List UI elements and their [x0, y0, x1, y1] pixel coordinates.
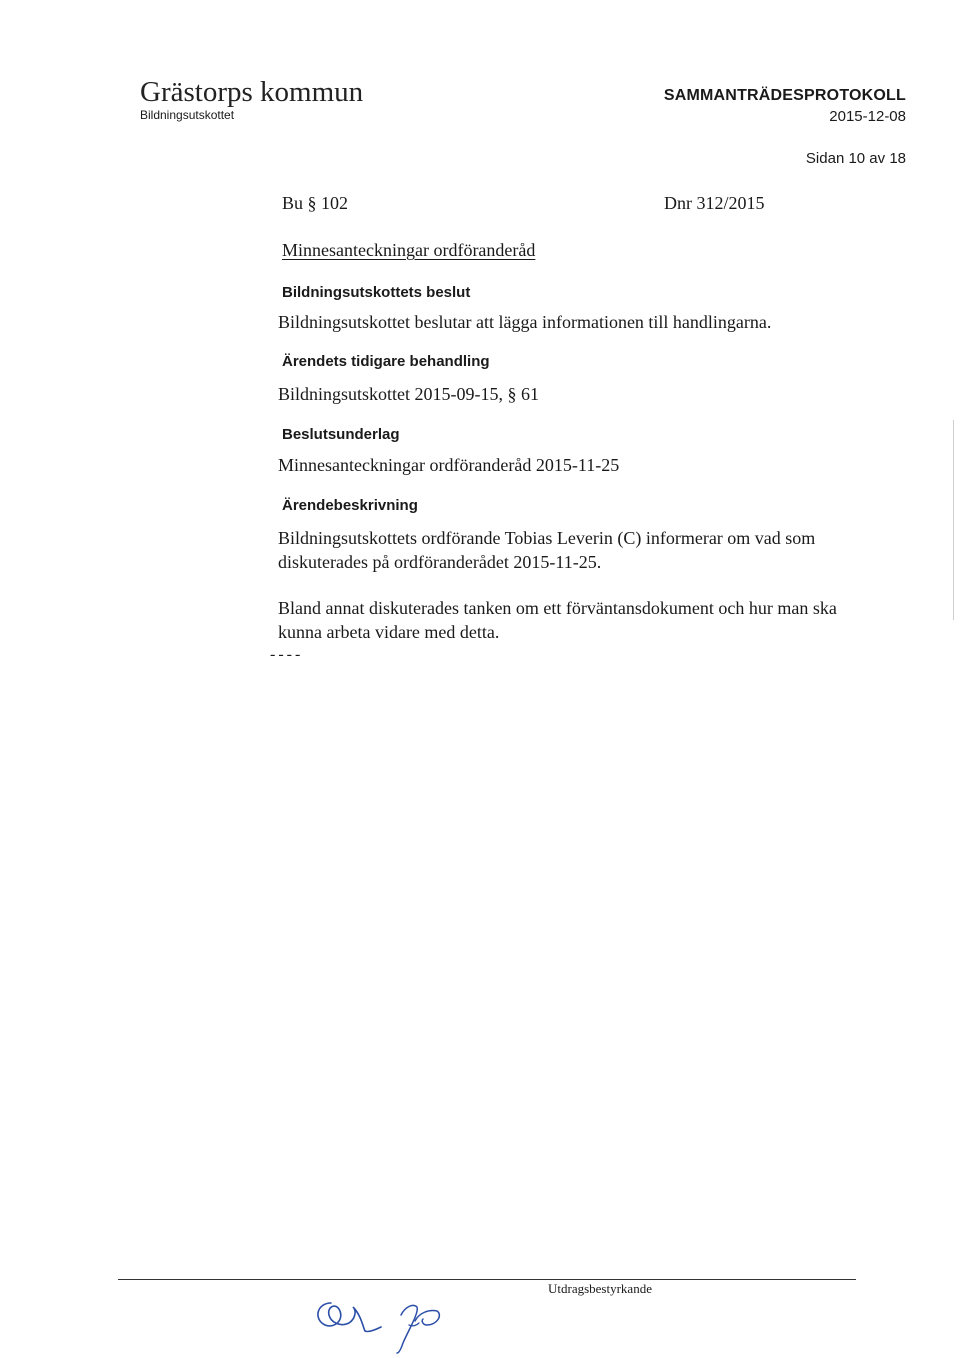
handwritten-initials — [305, 1285, 465, 1355]
section-text-decision-basis: Minnesanteckningar ordföranderåd 2015-11-25 — [278, 455, 620, 475]
signature-line — [118, 1279, 548, 1280]
case-title: Minnesanteckningar ordföranderåd — [282, 240, 536, 260]
end-marker: ---- — [270, 646, 304, 663]
section-heading-decision: Bildningsutskottets beslut — [282, 284, 471, 301]
section-heading-description: Ärendebeskrivning — [282, 497, 418, 514]
scan-edge-right — [953, 420, 954, 620]
document-date: 2015-12-08 — [829, 108, 906, 125]
extra-paragraph: Bland annat diskuterades tanken om ett förväntansdokument och hur man ska kunna arbeta vidare med detta. — [278, 598, 837, 642]
section-heading-previous-handling: Ärendets tidigare behandling — [282, 353, 490, 370]
page-number: Sidan 10 av 18 — [805, 150, 906, 167]
section-text-previous-handling: Bildningsutskottet 2015-09-15, § 61 — [278, 384, 539, 404]
organization-unit: Bildningsutskottet — [140, 108, 235, 122]
section-heading-decision-basis: Beslutsunderlag — [282, 426, 400, 443]
certification-line — [548, 1279, 856, 1280]
document-type: SAMMANTRÄDESPROTOKOLL — [663, 87, 906, 104]
certification-label: Utdragsbestyrkande — [548, 1281, 652, 1296]
section-text-decision: Bildningsutskottet beslutar att lägga informationen till handlingarna. — [278, 312, 772, 332]
section-text-description: Bildningsutskottets ordförande Tobias Leverin (C) informerar om vad som diskuterades på ordföranderådet 2015-11-25. — [278, 528, 816, 572]
organization-name: Grästorps kommun — [140, 76, 364, 108]
registration-number: Dnr 312/2015 — [664, 193, 765, 213]
paragraph-number: Bu § 102 — [282, 193, 349, 213]
